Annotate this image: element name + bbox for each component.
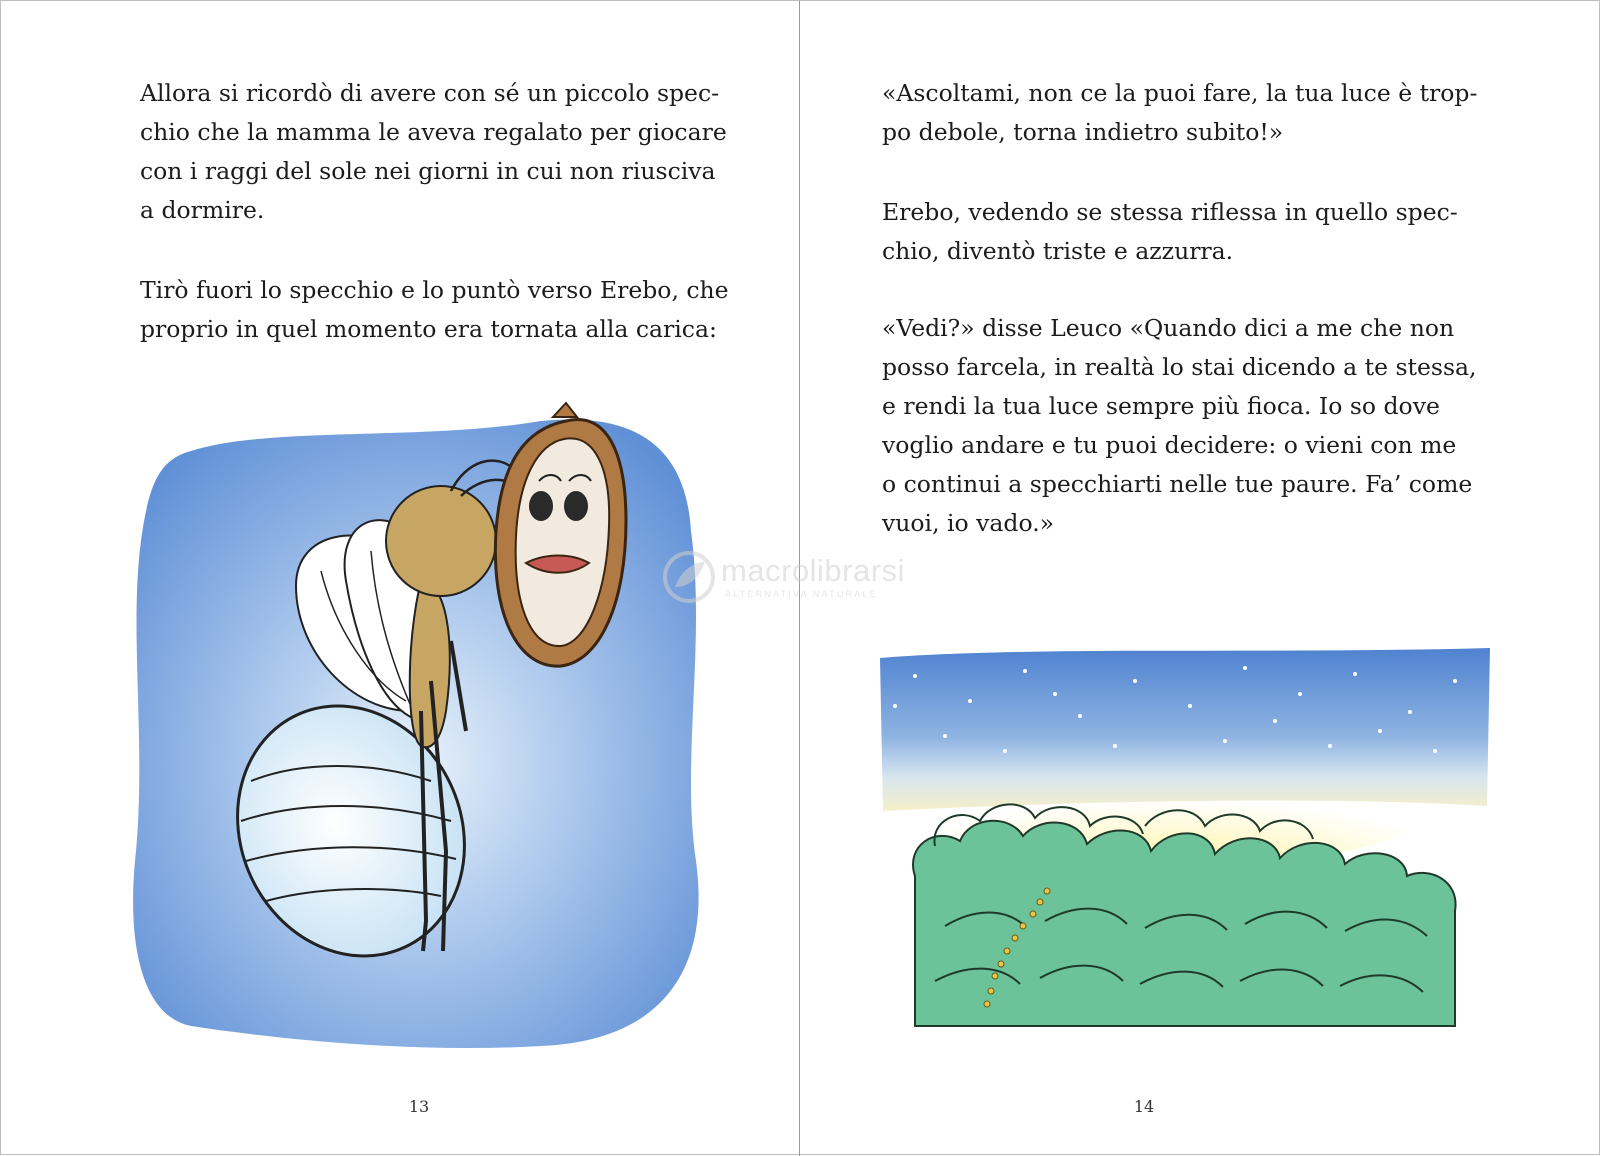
right-paragraph-3 [882, 309, 1477, 543]
left-paragraph-2 [140, 271, 729, 349]
text-line: Tirò fuori lo specchio e lo puntò verso Erebo, che [140, 276, 729, 304]
text-line: voglio andare e tu puoi decidere: o vieni con me [882, 431, 1457, 459]
right-paragraph-2 [882, 193, 1458, 271]
text-line: Erebo, vedendo se stessa riflessa in quello spec- [882, 198, 1458, 226]
firefly-head [386, 486, 496, 596]
text-line: a dormire. [140, 196, 265, 224]
page-number: 13 [408, 1097, 430, 1116]
firefly-mirror-illustration [121, 381, 721, 1071]
leaf-logo-icon [661, 549, 717, 605]
text-line: «Vedi?» disse Leuco «Quando dici a me che non [882, 314, 1455, 342]
page-number: 14 [1133, 1097, 1155, 1116]
text-line: vuoi, io vado.» [882, 509, 1055, 537]
text-line: chio che la mamma le aveva regalato per giocare [140, 118, 727, 146]
watermark-tagline: ALTERNATIVA NATURALE [725, 589, 878, 599]
text-line: con i raggi del sole nei giorni in cui non riusciva [140, 157, 716, 185]
text-line: «Ascoltami, non ce la puoi fare, la tua luce è trop- [882, 79, 1478, 107]
forest-night-illustration [875, 646, 1495, 1066]
text-line: po debole, torna indietro subito!» [882, 118, 1284, 146]
text-line: chio, diventò triste e azzurra. [882, 237, 1234, 265]
text-line: e rendi la tua luce sempre più fioca. Io so dove [882, 392, 1440, 420]
text-line: Allora si ricordò di avere con sé un piccolo spec- [140, 79, 720, 107]
right-paragraph-1 [882, 74, 1477, 152]
watermark [661, 549, 961, 609]
text-line: posso farcela, in realtà lo stai dicendo a te stessa, [882, 353, 1477, 381]
text-line: o continui a specchiarti nelle tue paure. Fa’ come [882, 470, 1473, 498]
text-line: proprio in quel momento era tornata alla carica: [140, 315, 717, 343]
left-paragraph-1 [140, 74, 727, 230]
watermark-brand: macrolibrarsi [721, 553, 905, 588]
